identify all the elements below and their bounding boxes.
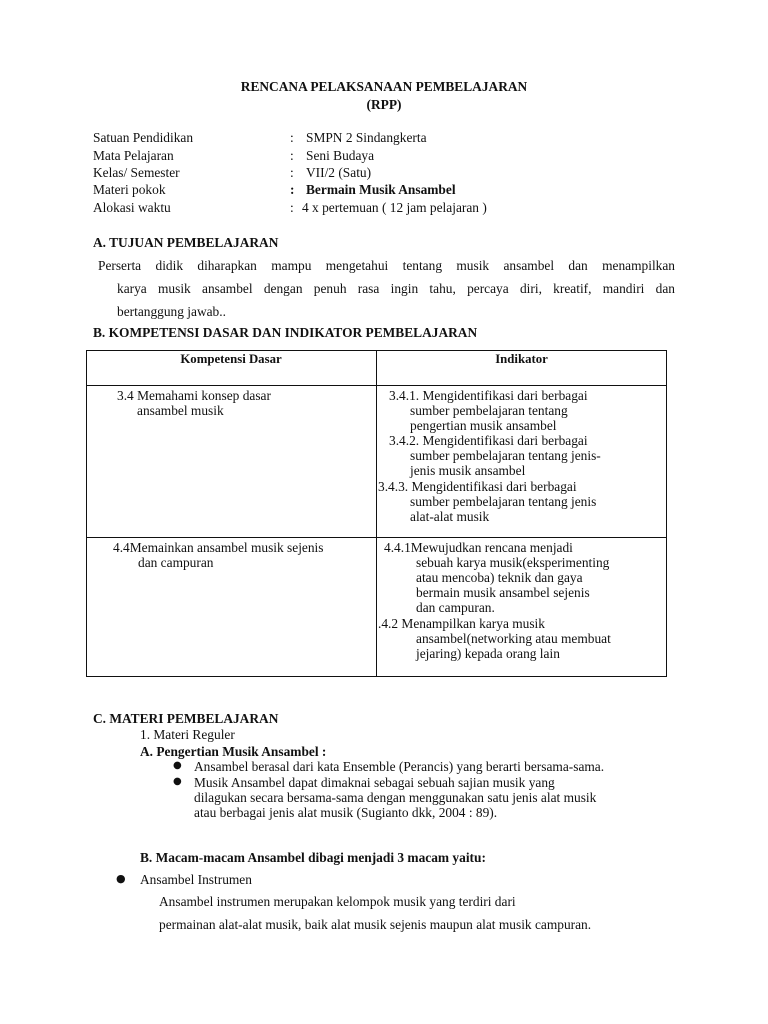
materi-item: 1. Materi Reguler [140, 727, 235, 742]
indikator-text: atau mencoba) teknik dan gaya [416, 570, 583, 585]
identity-value: SMPN 2 Sindangkerta [306, 130, 427, 145]
identity-value: VII/2 (Satu) [306, 165, 372, 180]
table-row-divider [86, 385, 667, 386]
table-column-divider [376, 350, 377, 677]
section-c-heading: C. MATERI PEMBELAJARAN [93, 711, 279, 726]
identity-sep: : [290, 200, 294, 215]
section-a-text-line: bertanggung jawab.. [117, 304, 226, 319]
ansambel-instrumen-title: Ansambel Instrumen [140, 872, 252, 887]
identity-value: 4 x pertemuan ( 12 jam pelajaran ) [302, 200, 487, 215]
indikator-text: pengertian musik ansambel [410, 418, 557, 433]
section-a-heading: A. TUJUAN PEMBELAJARAN [93, 235, 279, 250]
indikator-text: 3.4.2. Mengidentifikasi dari berbagai [389, 433, 588, 448]
table-header-kd: Kompetensi Dasar [180, 352, 282, 366]
bullet-text: atau berbagai jenis alat musik (Sugianto dkk, 2004 : 89). [194, 805, 498, 820]
section-a-text-line: karya musik ansambel dengan penuh rasa ingin tahu, percaya diri, kreatif, mandiri dan [117, 281, 675, 296]
indikator-text: sumber pembelajaran tentang jenis [410, 494, 597, 509]
indikator-text: 3.4.3. Mengidentifikasi dari berbagai [378, 479, 577, 494]
identity-label: Alokasi waktu [93, 200, 171, 215]
indikator-text: 4.4.1Mewujudkan rencana menjadi [384, 540, 573, 555]
identity-label: Mata Pelajaran [93, 148, 174, 163]
table-row-divider [86, 537, 667, 538]
section-b-heading: B. KOMPETENSI DASAR DAN INDIKATOR PEMBELAJARAN [93, 325, 478, 340]
kd-text: ansambel musik [137, 403, 224, 418]
identity-label: Materi pokok [93, 182, 166, 197]
identity-sep: : [290, 148, 294, 163]
indikator-text: ansambel(networking atau membuat [416, 631, 611, 646]
indikator-text: dan campuran. [416, 600, 495, 615]
indikator-text: 3.4.1. Mengidentifikasi dari berbagai [389, 388, 588, 403]
identity-sep: : [290, 130, 294, 145]
kd-text: 4.4Memainkan ansambel musik sejenis [113, 540, 324, 555]
ansambel-instrumen-text: Ansambel instrumen merupakan kelompok musik yang terdiri dari [159, 894, 516, 909]
document-title: RENCANA PELAKSANAAN PEMBELAJARAN [240, 79, 528, 94]
identity-sep: : [290, 182, 295, 197]
identity-value: Seni Budaya [306, 148, 375, 163]
identity-label: Satuan Pendidikan [93, 130, 194, 145]
indikator-text: sumber pembelajaran tentang jenis- [410, 448, 601, 463]
indikator-text: sebuah karya musik(eksperimenting [416, 555, 610, 570]
indikator-text: jejaring) kepada orang lain [416, 646, 560, 661]
indikator-text: alat-alat musik [410, 509, 490, 524]
table-header-indikator: Indikator [495, 352, 548, 366]
kd-text: dan campuran [138, 555, 214, 570]
identity-label: Kelas/ Semester [93, 165, 180, 180]
bullet-text: Musik Ansambel dapat dimaknai sebagai sebuah sajian musik yang [194, 775, 555, 790]
subsection-a-heading: A. Pengertian Musik Ansambel : [140, 744, 327, 759]
identity-sep: : [290, 165, 294, 180]
indikator-text: jenis musik ansambel [410, 463, 526, 478]
bullet-icon: ● [173, 776, 182, 787]
indikator-text: sumber pembelajaran tentang [410, 403, 568, 418]
ansambel-instrumen-text: permainan alat-alat musik, baik alat musik sejenis maupun alat musik campuran. [159, 917, 592, 932]
document-subtitle: (RPP) [366, 97, 402, 112]
bullet-text: dilagukan secara bersama-sama dengan menggunakan satu jenis alat musik [194, 790, 597, 805]
bullet-text: Ansambel berasal dari kata Ensemble (Perancis) yang berarti bersama-sama. [194, 759, 605, 774]
indikator-text: bermain musik ansambel sejenis [416, 585, 590, 600]
subsection-b-heading: B. Macam-macam Ansambel dibagi menjadi 3 macam yaitu: [140, 850, 486, 865]
section-a-text-line: Perserta didik diharapkan mampu mengetahui tentang musik ansambel dan menampilkan [98, 258, 675, 273]
bullet-icon: ● [173, 760, 182, 771]
identity-value: Bermain Musik Ansambel [306, 182, 456, 197]
kd-text: 3.4 Memahami konsep dasar [117, 388, 271, 403]
bullet-icon: ● [116, 872, 126, 885]
indikator-text: .4.2 Menampilkan karya musik [378, 616, 545, 631]
